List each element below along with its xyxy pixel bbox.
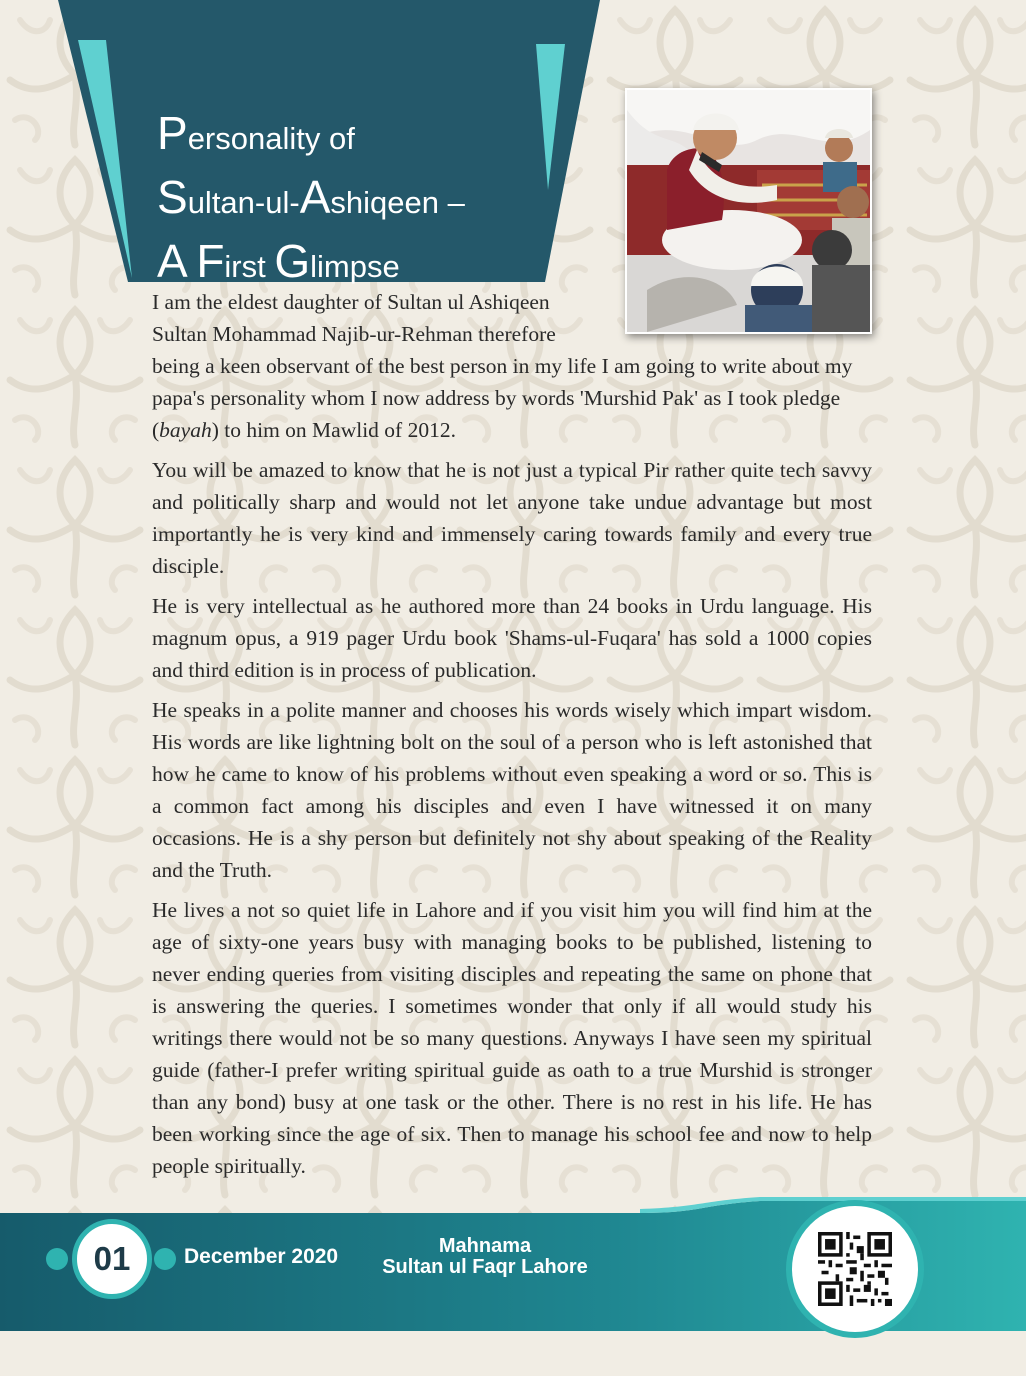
qr-code-icon (818, 1232, 892, 1306)
paragraph-2: You will be amazed to know that he is not just a typical Pir rather quite tech savvy and politically sharp and would not let anyone take undue advantage but most importantly he is very kind and immensely caring towards family and every true disciple. (152, 458, 872, 578)
article-body (152, 286, 872, 1190)
qr-code-badge (786, 1200, 924, 1338)
issue-date: December 2020 (184, 1245, 339, 1268)
title-line-3: A First Glimpse (157, 235, 400, 287)
article-title (157, 104, 537, 296)
footer-dot-left (46, 1248, 68, 1270)
paragraph-4: He speaks in a polite manner and chooses his words wisely which impart wisdom. His words are like lightning bolt on the soul of a person who is left astonished that how he came to know of his problems without even speaking a word or so. This is a common fact among his disciples and even I have witnessed it on many occasions. He is a shy person but definitely not shy about speaking of the Reality and the Truth. (152, 698, 872, 882)
page-number: 01 (72, 1219, 152, 1299)
magazine-name-line-1: Mahnama (438, 1235, 532, 1257)
footer-dot-right (154, 1248, 176, 1270)
magazine-name (360, 1236, 610, 1278)
paragraph-5: He lives a not so quiet life in Lahore and if you visit him you will find him at the age of sixty-one years busy with managing books to be published, listening to never ending queries from visiting disciples and repeating the same on phone that is answering the queries. I sometimes wonder that only if all would study his writings there would not be so many questions. Anyways I have seen my spiritual guide (father-I prefer writing spiritual guide as oath to a true Murshid is stronger than any bond) busy at one task or the other. There is no rest in his life. He has been working since the age of six. Then to manage his school fee and now to help people spiritually. (152, 898, 872, 1178)
title-line-2: Sultan-ul-Ashiqeen – (157, 171, 465, 223)
paragraph-3: He is very intellectual as he authored more than 24 books in Urdu language. His magnum opus, a 919 pager Urdu book 'Shams-ul-Fuqara' has sold a 1000 copies and third edition is in process of publication. (152, 594, 872, 682)
paragraph-1: I am the eldest daughter of Sultan ul Ashiqeen Sultan Mohammad Najib-ur-Rehman therefore being a keen observant of the best person in my life I am going to write about my papa's personality whom I now address by words 'Murshid Pak' as I took pledge (bayah) to him on Mawlid of 2012. (152, 290, 853, 442)
magazine-name-line-2: Sultan ul Faqr Lahore (382, 1256, 588, 1278)
title-line-1: Personality of (157, 107, 355, 159)
